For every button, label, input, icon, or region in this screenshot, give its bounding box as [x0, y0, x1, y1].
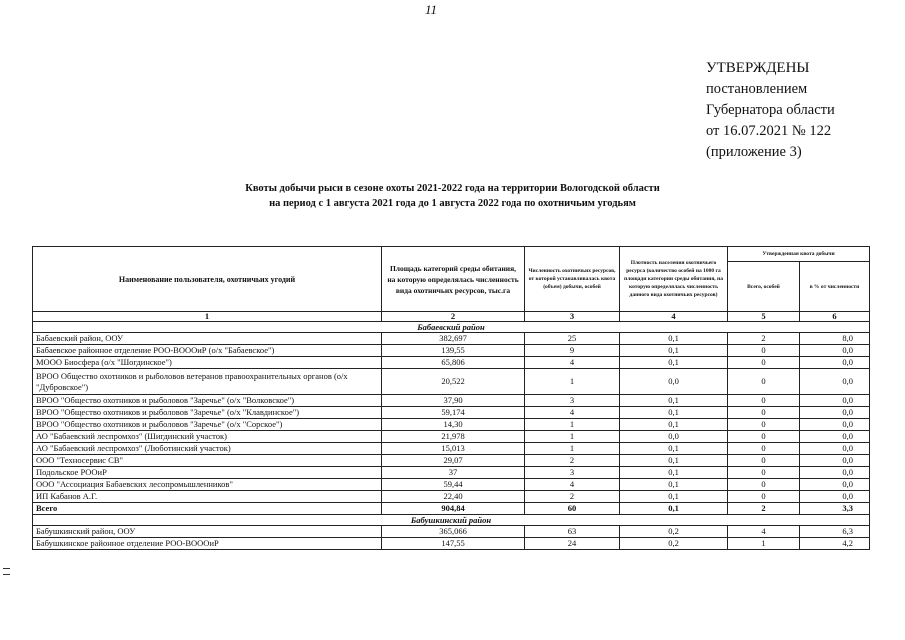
cell-population: 1	[525, 443, 620, 455]
total-label: Всего	[33, 503, 382, 515]
document-title	[0, 181, 905, 211]
table-row	[33, 455, 870, 467]
cell-quota: 0	[728, 419, 800, 431]
title-line-2: на период с 1 августа 2021 года до 1 августа 2022 года по охотничьим угодьям	[269, 198, 636, 209]
header-area: Площадь категорий среды обитания, на которую определялась численность вида охотничьих ресурсов, тыс.га	[382, 247, 525, 312]
margin-mark	[3, 568, 10, 575]
approval-block	[706, 58, 835, 163]
header-quota-total: Всего, особей	[728, 262, 800, 312]
table-row	[33, 538, 870, 550]
cell-area: 382,697	[382, 333, 525, 345]
cell-area: 15,013	[382, 443, 525, 455]
cell-quota: 0	[728, 407, 800, 419]
cell-density: 0,2	[620, 538, 728, 550]
header-quota: Утвержденная квота добычи	[728, 247, 870, 262]
cell-name: Бабушкинский район, ООУ	[33, 526, 382, 538]
cell-population: 24	[525, 538, 620, 550]
cell-name: ВРОО "Общество охотников и рыболовов "Заречье" (о/х "Сорское")	[33, 419, 382, 431]
cell-population: 4	[525, 357, 620, 369]
cell-quota: 0	[728, 395, 800, 407]
cell-population: 3	[525, 395, 620, 407]
cell-name: АО "Бабаевский леспромхоз" (Люботинский участок)	[33, 443, 382, 455]
cell-name: ВРОО "Общество охотников и рыболовов "Заречье" (о/х "Волковское")	[33, 395, 382, 407]
cell-population: 9	[525, 345, 620, 357]
total-area: 904,84	[382, 503, 525, 515]
cell-density: 0,0	[620, 431, 728, 443]
cell-population: 4	[525, 407, 620, 419]
title-line-1: Квоты добычи рыси в сезоне охоты 2021-2022 года на территории Вологодской области	[245, 183, 660, 194]
table-row	[33, 419, 870, 431]
cell-density: 0,1	[620, 407, 728, 419]
cell-population: 1	[525, 431, 620, 443]
cell-percent: 0,0	[800, 407, 870, 419]
cell-name: МООО Биосфера (о/х "Шогдинское")	[33, 357, 382, 369]
cell-density: 0,1	[620, 479, 728, 491]
cell-name: Бабушкинское районное отделение РОО-ВОООиР	[33, 538, 382, 550]
table-row	[33, 479, 870, 491]
page-number: 11	[425, 2, 438, 17]
cell-quota: 0	[728, 491, 800, 503]
cell-area: 14,30	[382, 419, 525, 431]
cell-area: 147,55	[382, 538, 525, 550]
cell-density: 0,1	[620, 491, 728, 503]
total-row	[33, 503, 870, 515]
column-number: 2	[382, 312, 525, 322]
table-row	[33, 345, 870, 357]
district-row	[33, 322, 870, 333]
cell-quota: 0	[728, 467, 800, 479]
cell-population: 1	[525, 369, 620, 395]
column-number: 6	[800, 312, 870, 322]
table-row	[33, 526, 870, 538]
table-header-row	[33, 247, 870, 262]
table-row	[33, 395, 870, 407]
cell-name: ИП Кабанов А.Г.	[33, 491, 382, 503]
cell-quota: 0	[728, 455, 800, 467]
cell-quota: 0	[728, 431, 800, 443]
header-name: Наименование пользователя, охотничьих угодий	[33, 247, 382, 312]
cell-quota: 0	[728, 479, 800, 491]
cell-quota: 0	[728, 357, 800, 369]
cell-percent: 0,0	[800, 467, 870, 479]
cell-quota: 0	[728, 443, 800, 455]
cell-density: 0,1	[620, 419, 728, 431]
cell-population: 63	[525, 526, 620, 538]
cell-area: 29,07	[382, 455, 525, 467]
column-number: 1	[33, 312, 382, 322]
column-number: 4	[620, 312, 728, 322]
cell-density: 0,2	[620, 526, 728, 538]
cell-population: 3	[525, 467, 620, 479]
cell-name: ООО "Ассоциация Бабаевских лесопромышленников"	[33, 479, 382, 491]
table-row	[33, 431, 870, 443]
cell-percent: 8,0	[800, 333, 870, 345]
cell-quota: 2	[728, 333, 800, 345]
total-percent: 3,3	[800, 503, 870, 515]
cell-name: Бабаевский район, ООУ	[33, 333, 382, 345]
cell-density: 0,0	[620, 369, 728, 395]
cell-area: 22,40	[382, 491, 525, 503]
cell-population: 25	[525, 333, 620, 345]
cell-quota: 1	[728, 538, 800, 550]
cell-percent: 0,0	[800, 357, 870, 369]
cell-name: Бабаевское районное отделение РОО-ВОООиР (о/х "Бабаевское")	[33, 345, 382, 357]
cell-area: 365,066	[382, 526, 525, 538]
cell-area: 59,174	[382, 407, 525, 419]
total-density: 0,1	[620, 503, 728, 515]
approval-line-1: постановлением	[706, 81, 808, 97]
cell-name: ООО "Техносервис СВ"	[33, 455, 382, 467]
table-row	[33, 443, 870, 455]
cell-percent: 0,0	[800, 455, 870, 467]
table-row	[33, 491, 870, 503]
district-row	[33, 515, 870, 526]
approval-heading: УТВЕРЖДЕНЫ	[706, 60, 810, 76]
cell-density: 0,1	[620, 467, 728, 479]
cell-density: 0,1	[620, 357, 728, 369]
cell-percent: 0,0	[800, 395, 870, 407]
approval-line-2: Губернатора области	[706, 102, 835, 118]
cell-population: 2	[525, 491, 620, 503]
cell-percent: 0,0	[800, 431, 870, 443]
total-population: 60	[525, 503, 620, 515]
cell-percent: 4,2	[800, 538, 870, 550]
district-name: Бабушкинский район	[33, 515, 870, 526]
cell-percent: 0,0	[800, 419, 870, 431]
cell-population: 2	[525, 455, 620, 467]
header-density: Плотность населения охотничьего ресурса (количество особей на 1000 га площади категории среды обитания, на которую определялась численность данного вида охотничьих ресурсов)	[620, 247, 728, 312]
cell-population: 4	[525, 479, 620, 491]
column-number: 3	[525, 312, 620, 322]
quota-table	[32, 246, 870, 550]
cell-quota: 0	[728, 369, 800, 395]
approval-line-4: (приложение 3)	[706, 144, 802, 160]
cell-area: 59,44	[382, 479, 525, 491]
cell-area: 65,806	[382, 357, 525, 369]
table-row	[33, 407, 870, 419]
column-number-row	[33, 312, 870, 322]
cell-area: 37,90	[382, 395, 525, 407]
district-name: Бабаевский район	[33, 322, 870, 333]
cell-percent: 0,0	[800, 369, 870, 395]
cell-percent: 0,0	[800, 345, 870, 357]
cell-percent: 0,0	[800, 479, 870, 491]
cell-density: 0,1	[620, 395, 728, 407]
cell-quota: 0	[728, 345, 800, 357]
cell-density: 0,1	[620, 443, 728, 455]
cell-area: 37	[382, 467, 525, 479]
approval-line-3: от 16.07.2021 № 122	[706, 123, 832, 139]
cell-name: АО "Бабаевский леспромхоз" (Шигдинский участок)	[33, 431, 382, 443]
cell-area: 21,978	[382, 431, 525, 443]
cell-density: 0,1	[620, 333, 728, 345]
cell-quota: 4	[728, 526, 800, 538]
cell-percent: 0,0	[800, 443, 870, 455]
cell-name: ВРОО Общество охотников и рыболовов ветеранов правоохранительных органов (о/х "Дубровское")	[33, 369, 382, 395]
table-row	[33, 467, 870, 479]
table-row	[33, 357, 870, 369]
header-population: Численность охотничьих ресурсов, от которой устанавливалась квота (объем) добычи, особей	[525, 247, 620, 312]
cell-population: 1	[525, 419, 620, 431]
cell-area: 139,55	[382, 345, 525, 357]
cell-area: 20,522	[382, 369, 525, 395]
total-quota: 2	[728, 503, 800, 515]
cell-density: 0,1	[620, 345, 728, 357]
table-row	[33, 369, 870, 395]
header-quota-percent: в % от численности	[800, 262, 870, 312]
cell-percent: 0,0	[800, 491, 870, 503]
column-number: 5	[728, 312, 800, 322]
cell-density: 0,1	[620, 455, 728, 467]
cell-percent: 6,3	[800, 526, 870, 538]
table-row	[33, 333, 870, 345]
cell-name: ВРОО "Общество охотников и рыболовов "Заречье" (о/х "Клавдинское")	[33, 407, 382, 419]
cell-name: Подольское РООиР	[33, 467, 382, 479]
